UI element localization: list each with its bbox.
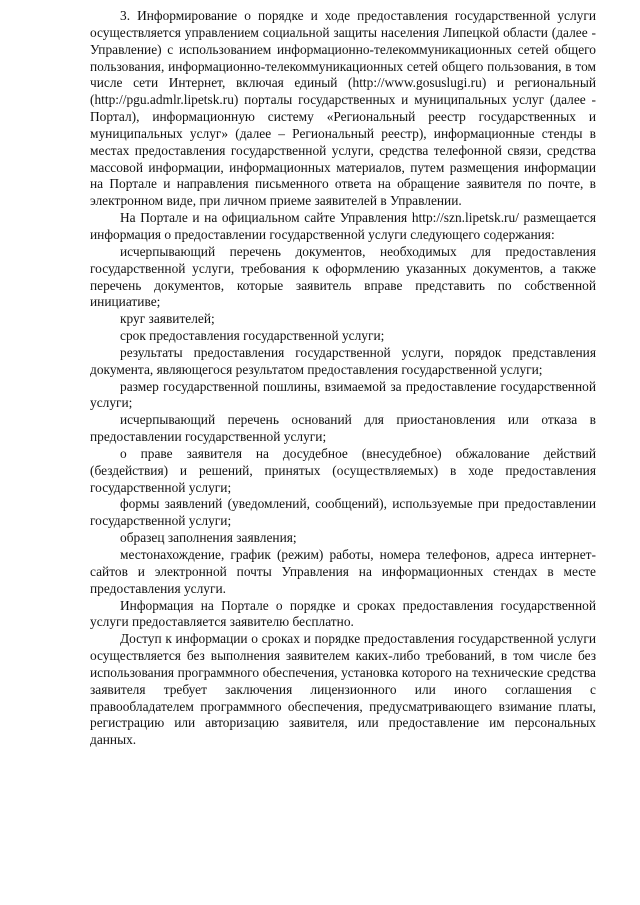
list-item-documents: исчерпывающий перечень документов, необходимых для предоставления государственной услуги, требования к оформлению указанных документов, а также перечень документов, которые заявитель вправе представить по собственной инициативе;: [90, 243, 596, 310]
list-item-applicants: круг заявителей;: [120, 311, 215, 327]
list-item-forms: формы заявлений (уведомлений, сообщений), используемые при предоставлении государственной услуги;: [90, 496, 596, 529]
list-item-appeal-right: о праве заявителя на досудебное (внесудебное) обжалование действий (бездействия) и решений, принятых (осуществляемых) в ходе предоставления государственной услуги;: [90, 445, 596, 495]
paragraph-access-conditions: Доступ к информации о сроках и порядке предоставления государственной услуги осуществляется без выполнения заявителем каких-либо требований, в том числе без использования программного обеспечения, установка которого на технические средства заявителя требует заключения лицензионного или иного соглашения с правообладателем программного обеспечения, предусматривающего взимание платы, регистрацию или авторизацию заявителя, или предоставление им персональных данных.: [90, 631, 596, 748]
list-item-term: срок предоставления государственной услуги;: [120, 328, 385, 344]
document-page: [90, 8, 596, 749]
paragraph-portal-content: На Портале и на официальном сайте Управления http://szn.lipetsk.ru/ размещается информация о предоставлении государственной услуги следующего содержания:: [90, 210, 596, 242]
list-item-results: результаты предоставления государственной услуги, порядок представления документа, являющегося результатом предоставления государственной услуги;: [90, 344, 596, 377]
list-item-sample: образец заполнения заявления;: [120, 530, 297, 546]
list-item-location: местонахождение, график (режим) работы, номера телефонов, адреса интернет-сайтов и электронной почты Управления на информационных стендах в месте предоставления услуги.: [90, 547, 596, 596]
paragraph-free-of-charge: Информация на Портале о порядке и сроках предоставления государственной услуги предоставляется заявителю бесплатно.: [90, 597, 596, 630]
paragraph-informing-procedure: 3. Информирование о порядке и ходе предоставления государственной услуги осуществляется управлением социальной защиты населения Липецкой области (далее - Управление) с использованием информационно-телекоммуникационных сетей общего пользования, информационно-телекоммуникационных сетей общего пользования, в том числе сети Интернет, включая единый (http://www.gosuslugi.ru) и региональный (http://pgu.admlr.lipetsk.ru) порталы государственных и муниципальных услуг (далее - Портал), информационную систему «Региональный реестр государственных и муниципальных услуг» (далее – Региональный реестр), информационные стенды в местах предоставления государственной услуги, средства телефонной связи, средства массовой информации, информационных материалов, путем размещения информации на Портале и направления письменного ответа на обращение заявителя по почте, в электронном виде, при личном приеме заявителей в Управлении.: [90, 8, 596, 209]
list-item-refusal-grounds: исчерпывающий перечень оснований для приостановления или отказа в предоставлении государственной услуги;: [90, 412, 596, 445]
list-item-fee: размер государственной пошлины, взимаемой за предоставление государственной услуги;: [90, 378, 596, 411]
